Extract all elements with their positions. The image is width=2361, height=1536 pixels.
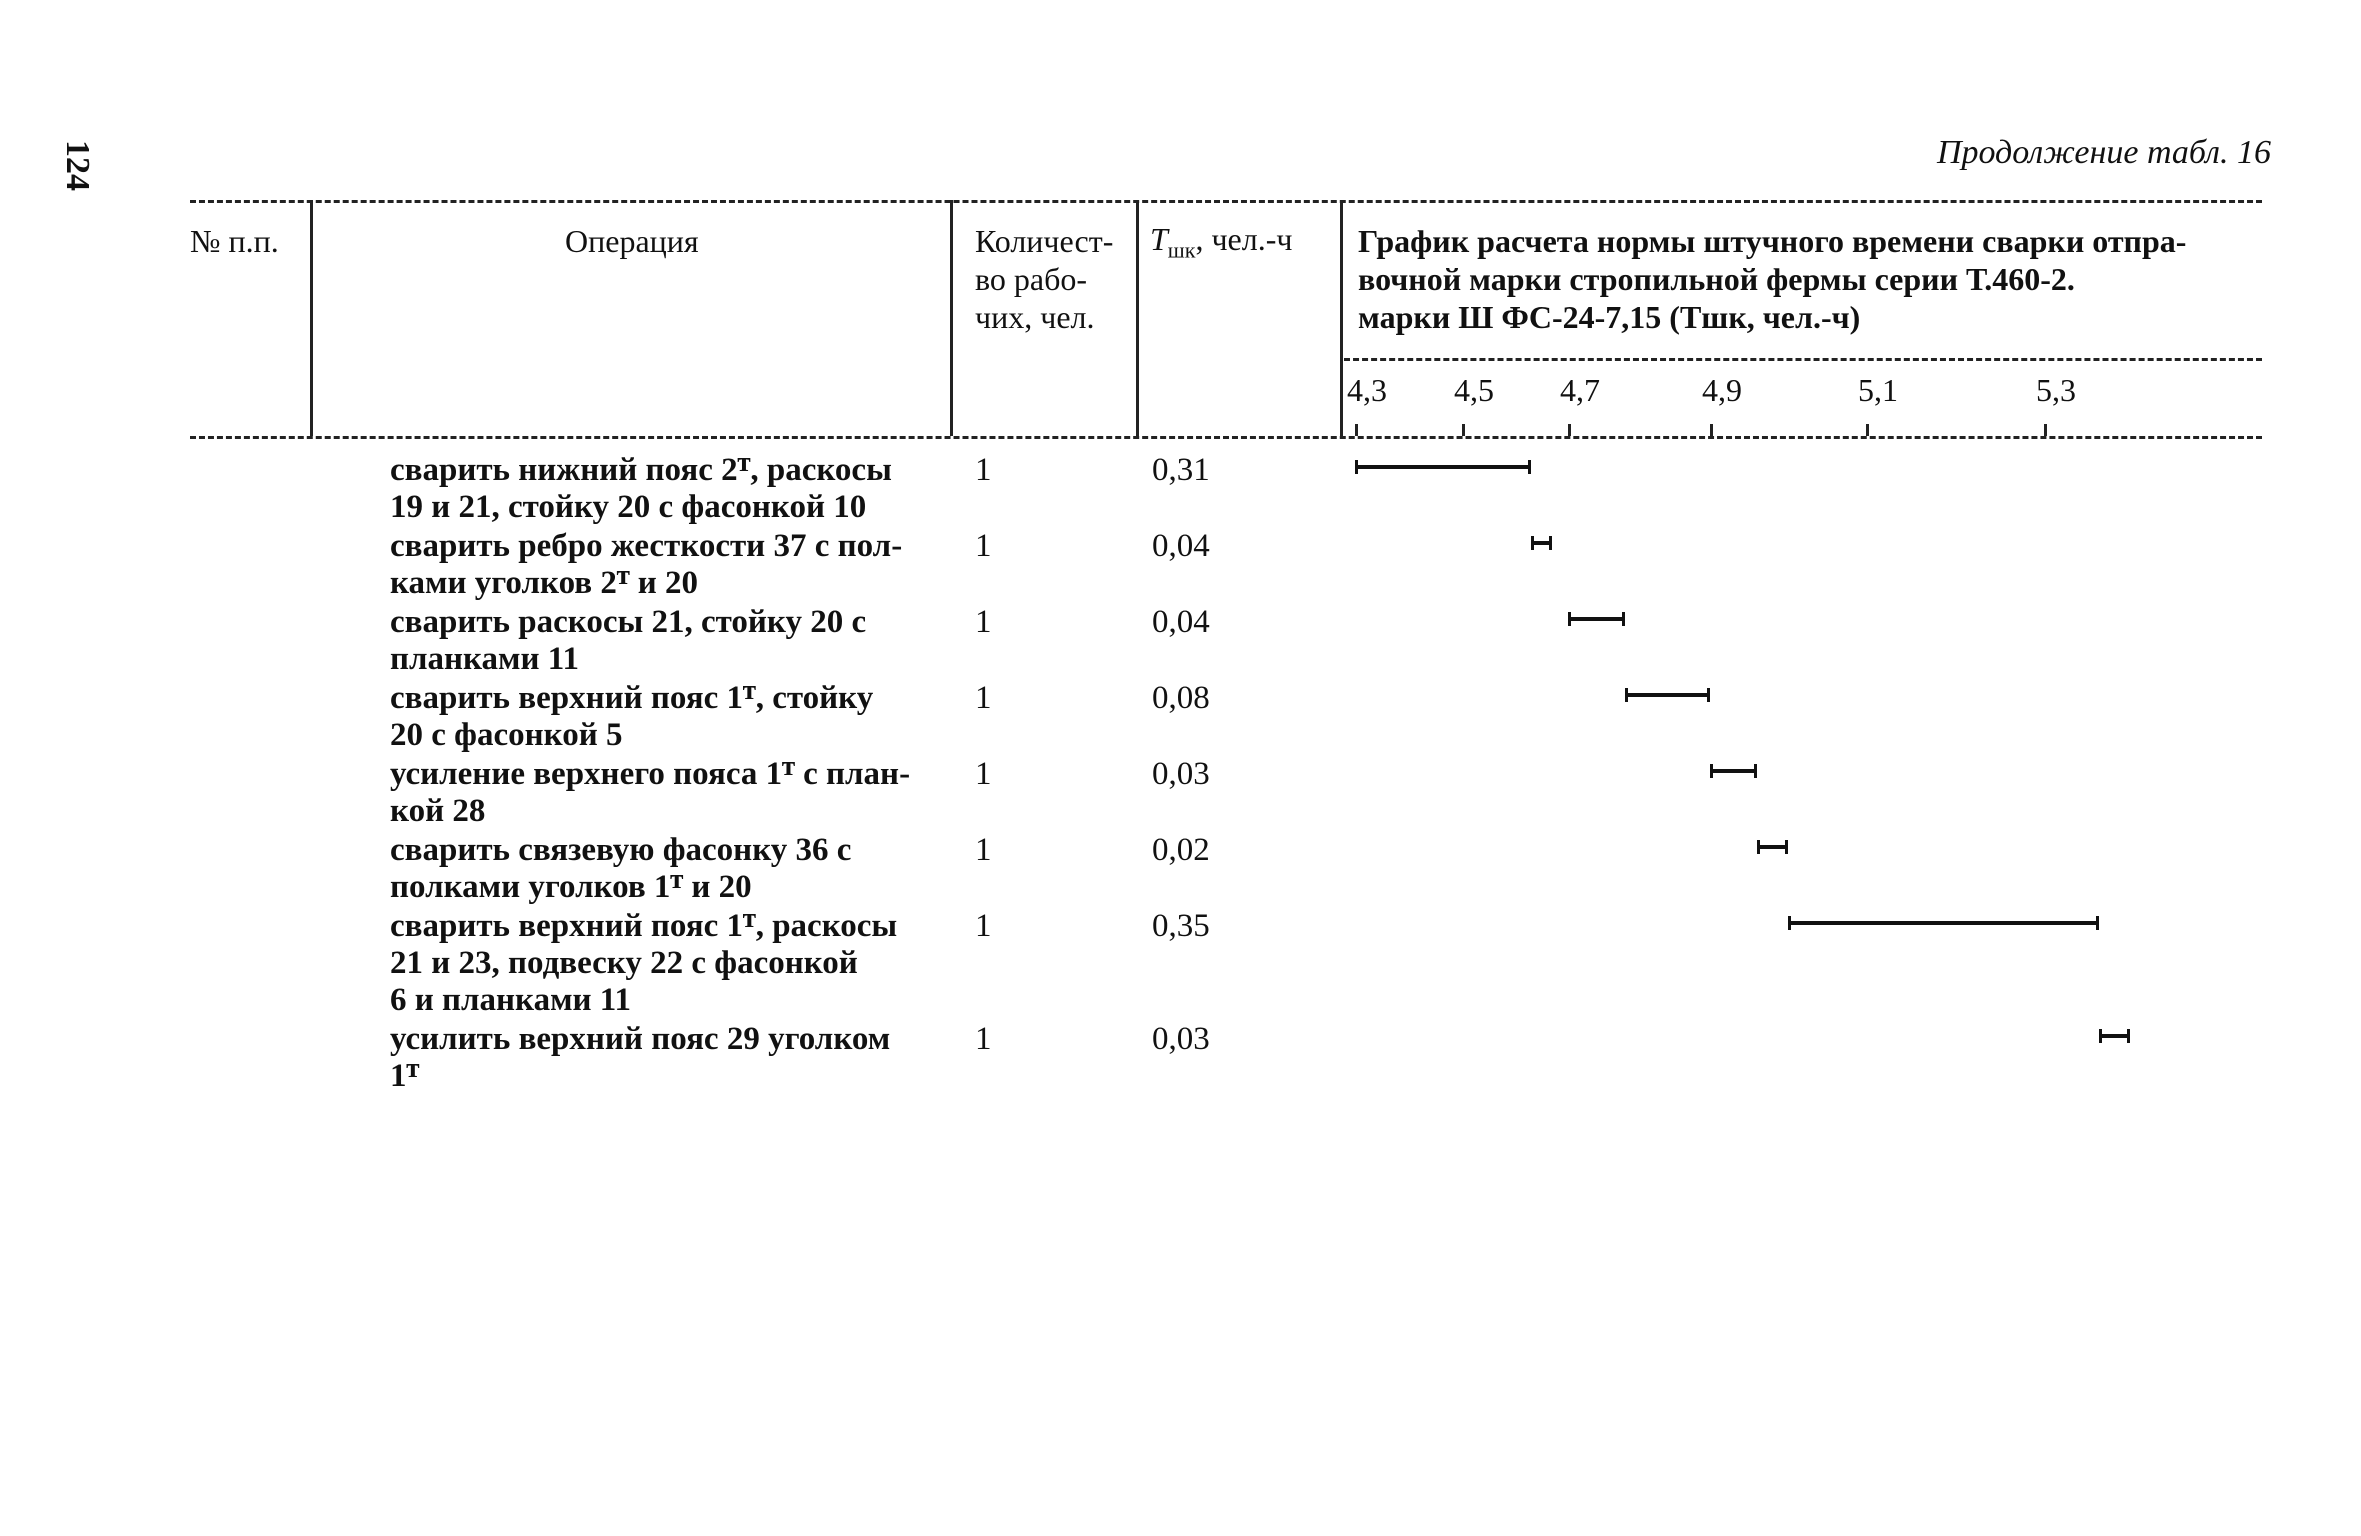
header-time-subscript: шк	[1167, 237, 1196, 263]
header-graph-line-3: марки Ш ФС-24-7,15 (Tшк, чел.-ч)	[1358, 299, 1861, 335]
time-cell: 0,04	[1152, 604, 1210, 640]
operation-line: сварить нижний пояс 2ᵀ, раскосы	[390, 452, 892, 488]
header-time-symbol: T	[1150, 221, 1168, 257]
axis-tick-label: 5,1	[1858, 372, 1898, 408]
operation-line: сварить ребро жесткости 37 с пол-	[390, 528, 903, 564]
workers-cell: 1	[975, 528, 992, 564]
axis-tick	[1355, 424, 1358, 436]
table-top-rule	[190, 200, 2262, 203]
header-time	[1150, 220, 1292, 269]
gantt-bar	[1625, 693, 1710, 697]
workers-cell: 1	[975, 1021, 992, 1057]
operation-line: сварить связевую фасонку 36 с	[390, 832, 852, 868]
header-graph	[1358, 222, 2186, 336]
header-workers-line-2: во рабо-	[975, 261, 1088, 297]
header-graph-line-1: График расчета нормы штучного времени сварки отпра-	[1358, 223, 2187, 259]
time-cell: 0,35	[1152, 908, 1210, 944]
operation-line: планками 11	[390, 641, 579, 677]
gantt-bar	[1531, 541, 1552, 545]
header-operation: Операция	[565, 223, 699, 259]
axis-tick	[2044, 424, 2047, 436]
gantt-bar	[2099, 1034, 2130, 1038]
time-cell: 0,02	[1152, 832, 1210, 868]
gantt-bar	[1788, 921, 2099, 925]
page-number: 124	[59, 140, 96, 191]
operation-line: сварить верхний пояс 1ᵀ, стойку	[390, 680, 874, 716]
gantt-bar	[1710, 769, 1757, 773]
axis-tick-label: 4,3	[1347, 372, 1387, 408]
operation-cell	[390, 756, 910, 830]
workers-cell: 1	[975, 680, 992, 716]
operation-line: 20 с фасонкой 5	[390, 717, 623, 753]
workers-cell: 1	[975, 832, 992, 868]
operation-line: полками уголков 1ᵀ и 20	[390, 869, 752, 905]
time-cell: 0,03	[1152, 1021, 1210, 1057]
time-cell: 0,04	[1152, 528, 1210, 564]
operation-line: кой 28	[390, 793, 486, 829]
axis-tick-label: 4,5	[1454, 372, 1494, 408]
operation-line: 6 и планками 11	[390, 982, 631, 1018]
axis-tick	[1866, 424, 1869, 436]
gantt-bar	[1757, 845, 1788, 849]
operation-line: 19 и 21, стойку 20 с фасонкой 10	[390, 489, 867, 525]
gantt-bar	[1568, 617, 1625, 621]
gantt-bar	[1355, 465, 1531, 469]
table-header-bottom-rule	[190, 436, 2262, 439]
graph-header-rule	[1344, 358, 2262, 361]
header-number: № п.п.	[190, 223, 279, 259]
operation-cell	[390, 908, 897, 1019]
operation-cell	[390, 1021, 890, 1095]
operation-line: усилить верхний пояс 29 уголком	[390, 1021, 891, 1057]
axis-tick	[1710, 424, 1713, 436]
operation-cell	[390, 452, 892, 526]
axis-tick	[1462, 424, 1465, 436]
operation-line: ками уголков 2ᵀ и 20	[390, 565, 699, 601]
axis-tick-label: 4,7	[1560, 372, 1600, 408]
header-workers-line-3: чих, чел.	[975, 299, 1095, 335]
header-graph-line-2: вочной марки стропильной фермы серии Т.460-2.	[1358, 261, 2075, 297]
column-divider-2	[950, 200, 953, 436]
time-cell: 0,08	[1152, 680, 1210, 716]
operation-cell	[390, 680, 873, 754]
operation-cell	[390, 832, 851, 906]
operation-line: сварить верхний пояс 1ᵀ, раскосы	[390, 908, 898, 944]
column-divider-3	[1136, 200, 1139, 436]
operation-line: сварить раскосы 21, стойку 20 с	[390, 604, 867, 640]
column-divider-4	[1340, 200, 1343, 436]
operation-line: 21 и 23, подвеску 22 с фасонкой	[390, 945, 858, 981]
operation-line: 1ᵀ	[390, 1058, 420, 1094]
table-continuation-label: Продолжение табл. 16	[1936, 134, 2271, 171]
time-cell: 0,31	[1152, 452, 1210, 488]
operation-cell	[390, 528, 902, 602]
workers-cell: 1	[975, 604, 992, 640]
header-workers-line-1: Количест-	[975, 223, 1114, 259]
time-cell: 0,03	[1152, 756, 1210, 792]
workers-cell: 1	[975, 756, 992, 792]
header-time-unit: , чел.-ч	[1195, 221, 1293, 257]
column-divider-1	[310, 200, 313, 436]
axis-tick	[1568, 424, 1571, 436]
header-workers	[975, 222, 1113, 336]
operation-cell	[390, 604, 866, 678]
axis-tick-label: 5,3	[2036, 372, 2076, 408]
workers-cell: 1	[975, 452, 992, 488]
workers-cell: 1	[975, 908, 992, 944]
operation-line: усиление верхнего пояса 1ᵀ с план-	[390, 756, 911, 792]
axis-tick-label: 4,9	[1702, 372, 1742, 408]
